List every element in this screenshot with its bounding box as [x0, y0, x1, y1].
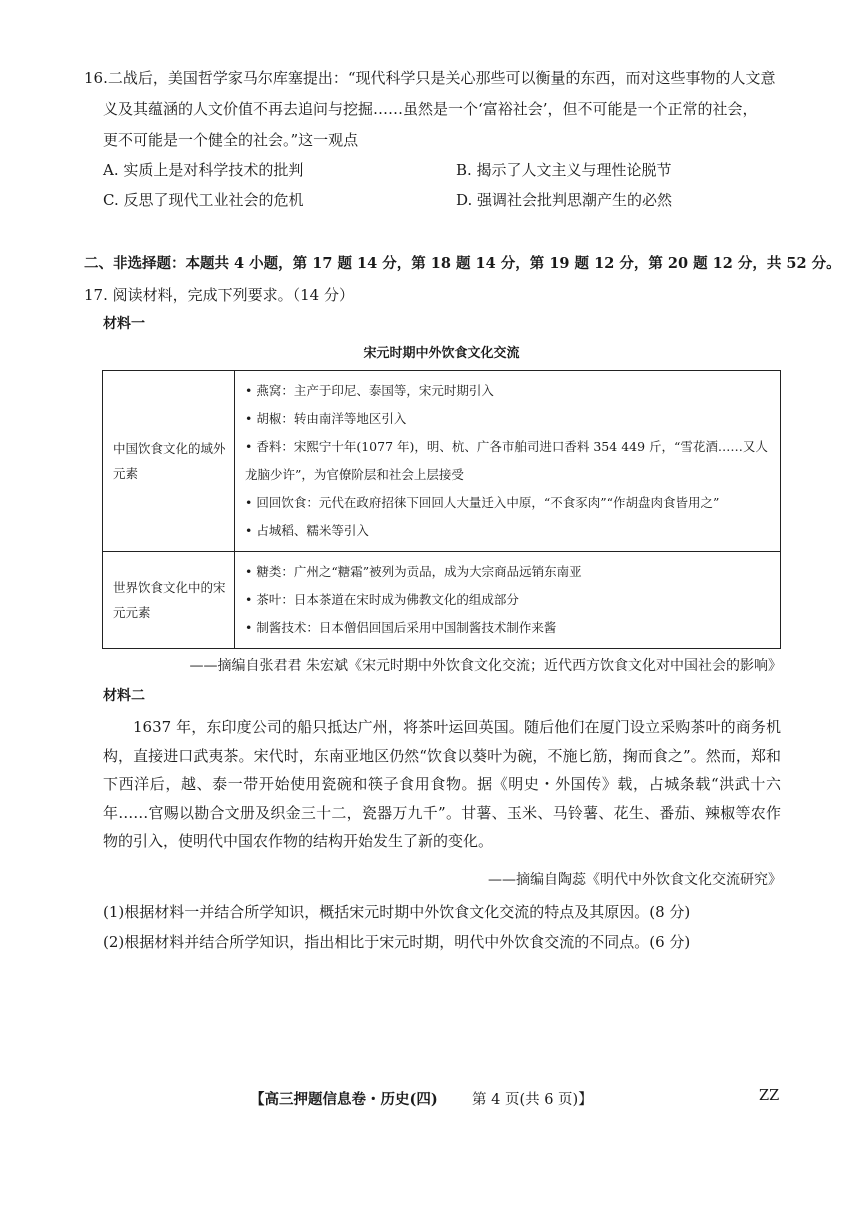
- table-title: 宋元时期中外饮食文化交流: [363, 346, 520, 361]
- table-item: • 制酱技术：日本僧侣回国后采用中国制酱技术制作来酱: [245, 620, 557, 635]
- q17-intro: 17. 阅读材料，完成下列要求。（14 分）: [84, 286, 354, 304]
- table-items-cell: [235, 371, 781, 552]
- source-citation-2: ——摘编自陶蕊《明代中外饮食文化交流研究》: [488, 872, 782, 888]
- option-c: C. 反思了现代工业社会的危机: [103, 191, 304, 209]
- sub-question-1: (1)根据材料一并结合所学知识，概括宋元时期中外饮食文化交流的特点及其原因。(8 分): [103, 903, 691, 921]
- sub-question-2: (2)根据材料并结合所学知识，指出相比于宋元时期，明代中外饮食交流的不同点。(6 分): [103, 933, 691, 951]
- table-row: [103, 552, 781, 649]
- section-heading: 二、非选择题：本题共 4 小题，第 17 题 14 分，第 18 题 14 分，第 19 题 12 分，第 20 题 12 分，共 52 分。: [84, 255, 841, 272]
- exchange-table: [102, 370, 781, 649]
- table-items-cell: [235, 552, 781, 649]
- option-a: A. 实质上是对科学技术的批判: [103, 161, 304, 179]
- table-item: • 茶叶：日本茶道在宋时成为佛教文化的组成部分: [245, 592, 519, 607]
- q16-line-2: 义及其蕴涵的人文价值不再去追问与挖掘……虽然是一个‘富裕社会’，但不可能是一个正常的社会，: [103, 100, 758, 118]
- table-item: • 胡椒：转由南洋等地区引入: [245, 411, 407, 426]
- footer-title: 【高三押题信息卷・历史(四): [250, 1091, 438, 1108]
- table-category-domestic: 中国饮食文化的域外元素: [113, 441, 226, 481]
- material-2-text: 1637 年，东印度公司的船只抵达广州，将茶叶运回英国。随后他们在厦门设立采购茶叶的商务机构，直接进口武夷茶。宋代时，东南亚地区仍然“饮食以葵叶为碗，不施匕筋，掬而食之”。然而，郑和下西洋后，越、泰一带开始使用瓷碗和筷子食用食物。据《明史・外国传》载，占城条载“洪武十六年……官赐以勘合文册及织金三十二，瓷器万九千”。甘薯、玉米、马铃薯、花生、番茄、辣椒等农作物的引入，使明代中国农作物的结构开始发生了新的变化。: [103, 718, 781, 850]
- q16-line-1: 16.二战后，美国哲学家马尔库塞提出：“现代科学只是关心那些可以衡量的东西，而对这些事物的人文意: [84, 69, 776, 87]
- table-item: • 香料：宋熙宁十年(1077 年)，明、杭、广各市舶司进口香料 354 449 斤，“雪花酒……又人龙脑少许”，为官僚阶层和社会上层接受: [245, 439, 768, 482]
- q16-line-3: 更不可能是一个健全的社会。”这一观点: [103, 131, 359, 149]
- footer-page-number: 第 4 页(共 6 页)】: [472, 1092, 593, 1108]
- table-category-cell: [103, 552, 235, 649]
- table-row: [103, 371, 781, 552]
- footer-code: ZZ: [759, 1088, 780, 1104]
- source-citation-1: ——摘编自张君君 朱宏斌《宋元时期中外饮食文化交流；近代西方饮食文化对中国社会的影响》: [189, 658, 782, 674]
- option-d: D. 强调社会批判思潮产生的必然: [456, 191, 673, 209]
- option-b: B. 揭示了人文主义与理性论脱节: [456, 161, 672, 179]
- table-category-cell: [103, 371, 235, 552]
- material-1-label: 材料一: [103, 316, 145, 332]
- table-item: • 占城稻、糯米等引入: [245, 523, 369, 538]
- table-item: • 燕窝：主产于印尼、泰国等，宋元时期引入: [245, 383, 494, 398]
- material-2-label: 材料二: [103, 688, 145, 704]
- table-item: • 糖类：广州之“糖霜”被列为贡品，成为大宗商品远销东南亚: [245, 564, 582, 579]
- table-item: • 回回饮食：元代在政府招徕下回回人大量迁入中原，“不食豕肉”“作胡盘肉食皆用之”: [245, 495, 720, 510]
- table-category-world: 世界饮食文化中的宋元元素: [113, 580, 226, 620]
